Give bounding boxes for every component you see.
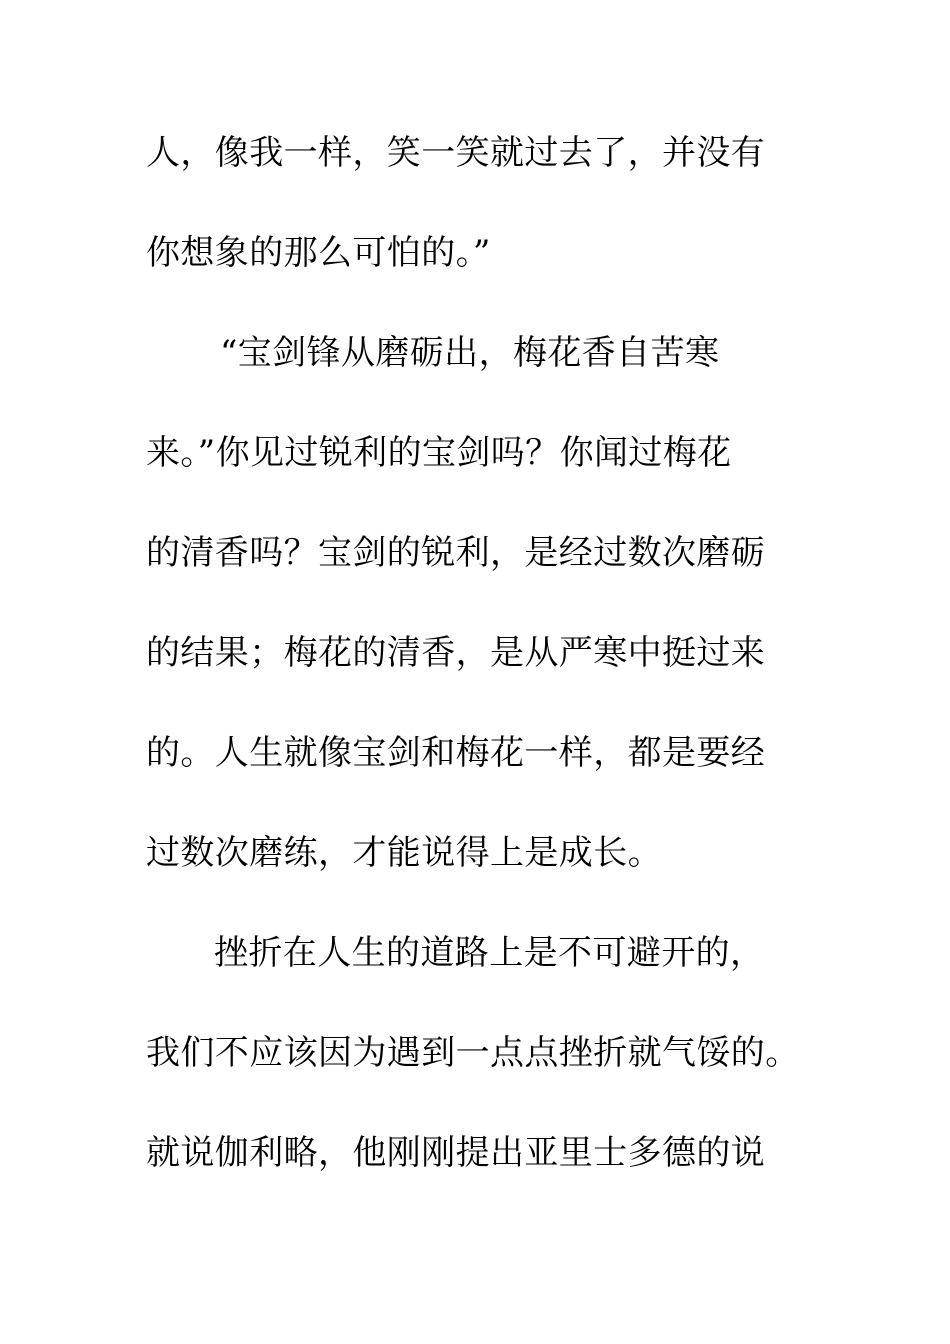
text-line-6: 的结果；梅花的清香，是从严寒中挺过来 xyxy=(146,633,766,673)
text-line-10: 我们不应该因为遇到一点点挫折就气馁的。 xyxy=(146,1033,800,1073)
text-line-1: 人，像我一样，笑一笑就过去了，并没有 xyxy=(146,133,766,173)
text-line-7: 的。人生就像宝剑和梅花一样，都是要经 xyxy=(146,733,766,773)
text-line-11: 就说伽利略，他刚刚提出亚里士多德的说 xyxy=(146,1133,766,1173)
text-line-2: 你想象的那么可怕的。” xyxy=(146,233,491,273)
text-line-4: 来。”你见过锐利的宝剑吗？你闻过梅花 xyxy=(146,433,732,473)
text-line-3: “宝剑锋从磨砺出，梅花香自苦寒 xyxy=(220,333,720,373)
text-line-8: 过数次磨练，才能说得上是成长。 xyxy=(146,833,662,873)
text-line-5: 的清香吗？宝剑的锐利，是经过数次磨砺 xyxy=(146,533,766,573)
text-line-9: 挫折在人生的道路上是不可避开的， xyxy=(214,933,765,973)
